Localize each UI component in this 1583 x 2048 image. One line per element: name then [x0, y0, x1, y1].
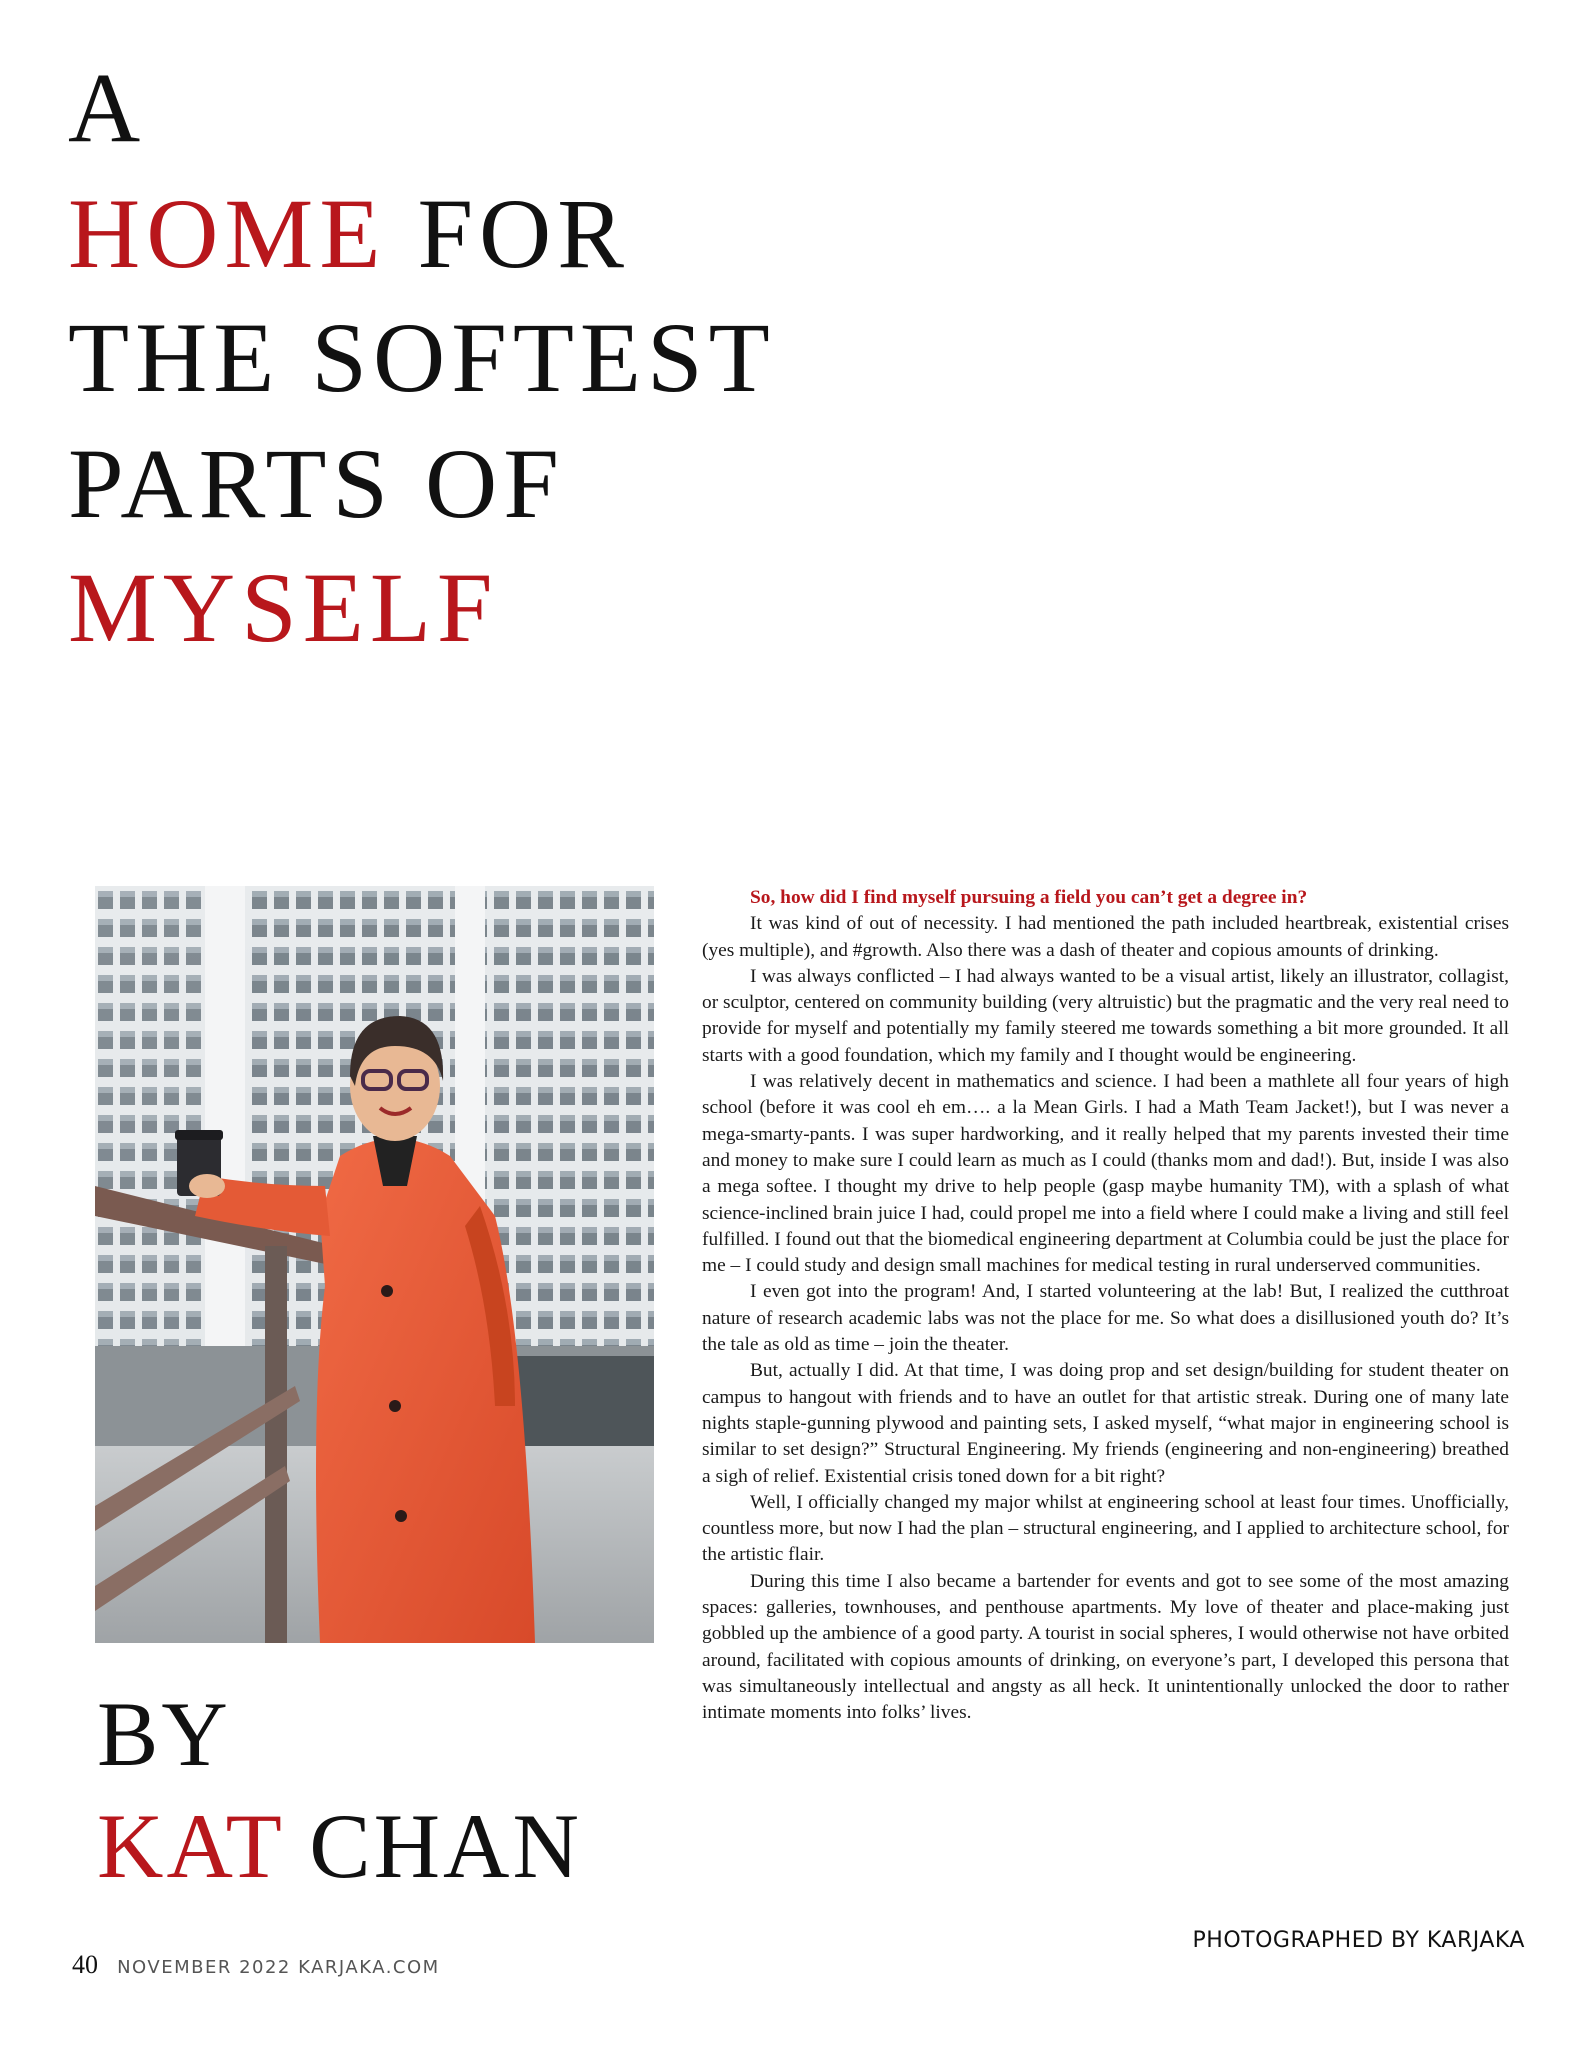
author-last-name: CHAN — [309, 1795, 582, 1897]
article-paragraph: Well, I officially changed my major whilst at engineering school at least four times. Unofficially, countless more, but now I had the plan – structural engineering, and I applied to architecture school, for the artistic flair. — [702, 1491, 1509, 1566]
title-line-1: A — [68, 52, 147, 163]
footer-info: NOVEMBER 2022 KARJAKA.COM — [117, 1957, 440, 1978]
article-paragraph: It was kind of out of necessity. I had mentioned the path included heartbreak, existential crises (yes multiple), and #growth. Also there was a dash of theater and copious amounts of drinking. — [702, 913, 1509, 961]
page-number: 40 — [72, 1950, 98, 1979]
title-line-2 — [68, 178, 630, 289]
article-paragraph: I even got into the program! And, I started volunteering at the lab! But, I realized the cutthroat nature of research academic labs was not the place for me. So what does a disillusioned youth do? It’s the tale as old as time – join the theater. — [702, 1281, 1509, 1356]
title-word-for: FOR — [417, 178, 630, 289]
article-paragraph: I was always conflicted – I had always wanted to be a visual artist, likely an illustrator, collagist, or sculptor, centered on community building (very altruistic) but the pragmatic and the very real need to provide for myself and potentially my family steered me towards something a bit more grounded. It all starts with a good foundation, which my family and I thought would be engineering. — [702, 965, 1509, 1066]
title-word-home: HOME — [68, 178, 387, 289]
byline-author — [97, 1795, 582, 1897]
byline-by: BY — [97, 1683, 231, 1785]
title-line-5: MYSELF — [68, 552, 499, 663]
author-first-name: KAT — [97, 1795, 284, 1897]
article-paragraph: But, actually I did. At that time, I was doing prop and set design/building for student theater on campus to hangout with friends and to have an outlet for that artistic streak. During one of many late nights staple-gunning plywood and painting sets, I asked myself, “what major in engineering school is similar to set design?” Structural Engineering. My friends (engineering and non-engineering) breathed a sigh of relief. Existential crisis toned down for a bit right? — [702, 1360, 1509, 1487]
portrait-illustration — [95, 886, 654, 1643]
page-footer — [72, 1950, 440, 1980]
title-line-3: THE SOFTEST — [68, 302, 776, 413]
article-body — [702, 885, 1509, 1727]
portrait-photo — [95, 886, 654, 1643]
article-paragraph: During this time I also became a bartender for events and got to see some of the most amazing spaces: galleries, townhouses, and penthouse apartments. My love of theater and place-making just gobbled up the ambience of a good party. A tourist in social spheres, I would otherwise not have orbited around, facilitated with copious amounts of drinking, on everyone’s part, I developed this persona that was simultaneously intellectual and angsty as all heck. It unintentionally unlocked the door to rather intimate moments into folks’ lives. — [702, 1570, 1509, 1724]
article-lead: So, how did I find myself pursuing a field you can’t get a degree in? — [750, 887, 1308, 908]
article-paragraph: I was relatively decent in mathematics and science. I had been a mathlete all four years of high school (before it was cool eh em…. a la Mean Girls. I had a Math Team Jacket!), but I was never a mega-smarty-pants. I was super hardworking, and it really helped that my parents invested their time and money to make sure I could learn as much as I could (thanks mom and dad!). But, inside I was also a mega softee. I thought my drive to help people (gasp maybe humanity TM), with a splash of what science-inclined brain juice I had, could propel me into a field where I could make a living and still feel fulfilled. I found out that the biomedical engineering department at Columbia could be just the place for me – I could study and design small machines for medical testing in rural underserved communities. — [702, 1071, 1509, 1277]
title-line-4: PARTS OF — [68, 428, 565, 539]
photo-credit: PHOTOGRAPHED BY KARJAKA — [1192, 1928, 1525, 1953]
